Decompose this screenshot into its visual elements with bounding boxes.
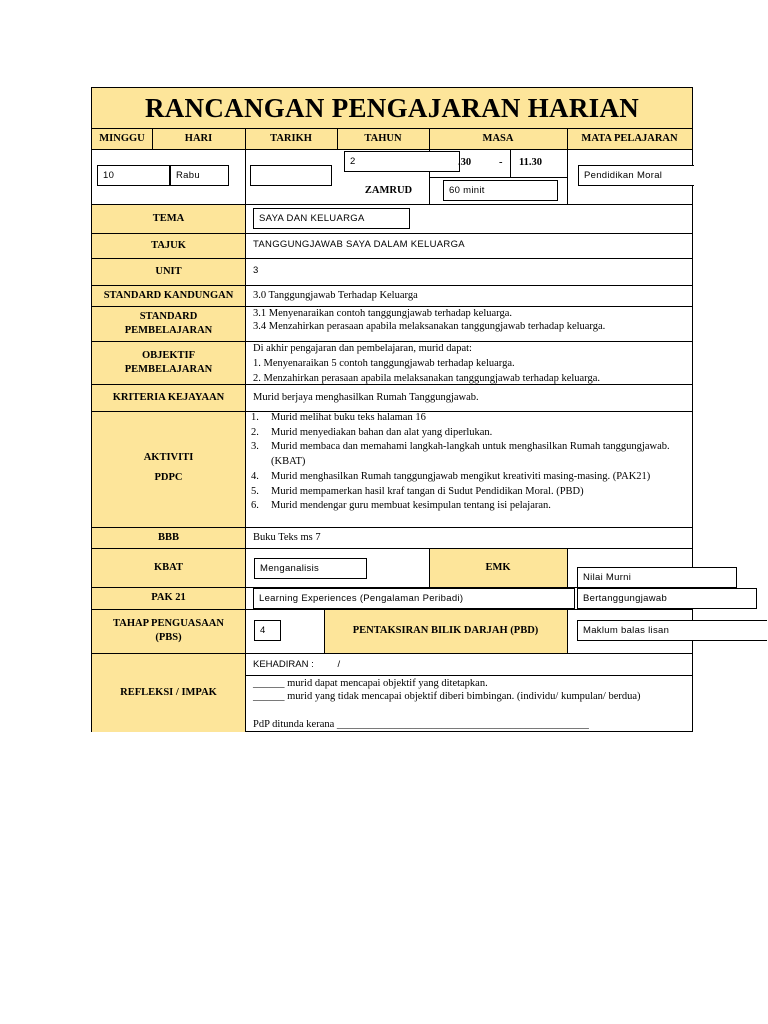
refleksi-line-2: ______ murid yang tidak mencapai objektif diberi bimbingan. (individu/ kumpulan/ berdua) [253, 691, 641, 702]
header-tarikh: TARIKH [270, 133, 312, 144]
op-label: OBJEKTIF PEMBELAJARAN [124, 349, 213, 375]
aktiviti-list [245, 411, 685, 514]
kelas-label: ZAMRUD [364, 185, 413, 196]
page-title: RANCANGAN PENGAJARAN HARIAN [144, 93, 640, 123]
list-item: 6. Murid mendengar guru membuat kesimpulan tentang isi pelajaran. [251, 500, 551, 512]
masa-end: 11.30 [519, 157, 543, 168]
tp-label: TAHAP PENGUASAAN (PBS) [113, 618, 224, 643]
pak21-label: PAK 21 [151, 592, 186, 603]
op-line-2: 1. Menyenaraikan 5 contoh tanggungjawab terhadap keluarga. [253, 358, 515, 369]
tema-field[interactable]: SAYA DAN KELUARGA [253, 208, 410, 229]
kk-value: Murid berjaya menghasilkan Rumah Tanggungjawab. [253, 392, 479, 403]
sp-label: STANDARD PEMBELAJARAN [124, 310, 213, 336]
unit-label: UNIT [155, 265, 182, 277]
bbb-value: Buku Teks ms 7 [253, 532, 321, 543]
kehadiran-text: KEHADIRAN : / [253, 659, 341, 670]
tahun-field[interactable]: 2 [344, 151, 460, 172]
kbat-label: KBAT [154, 561, 183, 573]
tema-label: TEMA [152, 212, 185, 224]
unit-value: 3 [253, 265, 259, 276]
tajuk-label: TAJUK [151, 239, 186, 251]
header-mata-pelajaran: MATA PELAJARAN [581, 133, 678, 144]
emk-field[interactable]: Nilai Murni [577, 567, 737, 588]
tarikh-field[interactable] [250, 165, 332, 186]
bbb-label: BBB [157, 531, 179, 543]
kk-label: KRITERIA KEJAYAAN [112, 391, 225, 403]
op-line-1: Di akhir pengajaran dan pembelajaran, murid dapat: [253, 343, 472, 354]
hari-field[interactable]: Rabu [170, 165, 229, 186]
sk-value: 3.0 Tanggungjawab Terhadap Keluarga [253, 290, 418, 301]
sp-line-2: 3.4 Menzahirkan perasaan apabila melaksanakan tanggungjawab terhadap keluarga. [253, 321, 606, 332]
minggu-field[interactable]: 10 [97, 165, 170, 186]
header-masa: MASA [482, 133, 514, 144]
refleksi-line-3: PdP ditunda kerana ________________________________________________ [253, 719, 589, 730]
list-item: 5. Murid mempamerkan hasil kraf tangan di Sudut Pendidikan Moral. (PBD) [251, 485, 584, 497]
sk-label: STANDARD KANDUNGAN [103, 289, 234, 301]
emk-label: EMK [485, 561, 511, 573]
header-hari: HARI [184, 133, 213, 144]
list-item: 2. Murid menyediakan bahan dan alat yang diperlukan. [251, 426, 493, 438]
pbd-field[interactable]: Maklum balas lisan [577, 620, 767, 641]
durasi-field[interactable]: 60 minit [443, 180, 558, 201]
pdpc-label: PDPC [154, 471, 183, 483]
pak21-field-2[interactable]: Bertanggungjawab [577, 588, 757, 609]
tp-field[interactable]: 4 [254, 620, 281, 641]
pbd-label: PENTAKSIRAN BILIK DARJAH (PBD) [352, 625, 539, 636]
header-minggu: MINGGU [99, 133, 145, 144]
list-item: 3. Murid membaca dan memahami langkah-langkah untuk menghasilkan Rumah tanggungjawab.(KBAT) [251, 441, 670, 468]
masa-separator: - [499, 157, 503, 168]
aktiviti-label: AKTIVITI [143, 451, 194, 463]
sp-line-1: 3.1 Menyenaraikan contoh tanggungjawab terhadap keluarga. [253, 308, 513, 319]
header-tahun: TAHUN [364, 133, 402, 144]
list-item: 4. Murid menghasilkan Rumah tanggungjawab mengikut kreativiti masing-masing. (PAK21) [251, 470, 651, 482]
masa-start: .30 [458, 157, 472, 168]
list-item: 1. Murid melihat buku teks halaman 16 [251, 412, 426, 423]
pak21-field[interactable]: Learning Experiences (Pengalaman Peribadi) [253, 588, 575, 609]
op-line-3: 2. Menzahirkan perasaan apabila melaksanakan tanggungjawab terhadap keluarga. [253, 373, 601, 384]
refleksi-label: REFLEKSI / IMPAK [120, 686, 217, 698]
lesson-plan-form [91, 87, 693, 732]
mata-pelajaran-field[interactable]: Pendidikan Moral [578, 165, 694, 186]
kbat-field[interactable]: Menganalisis [254, 558, 367, 579]
tajuk-value: TANGGUNGJAWAB SAYA DALAM KELUARGA [253, 239, 465, 250]
refleksi-line-1: ______ murid dapat mencapai objektif yang ditetapkan. [253, 678, 488, 689]
